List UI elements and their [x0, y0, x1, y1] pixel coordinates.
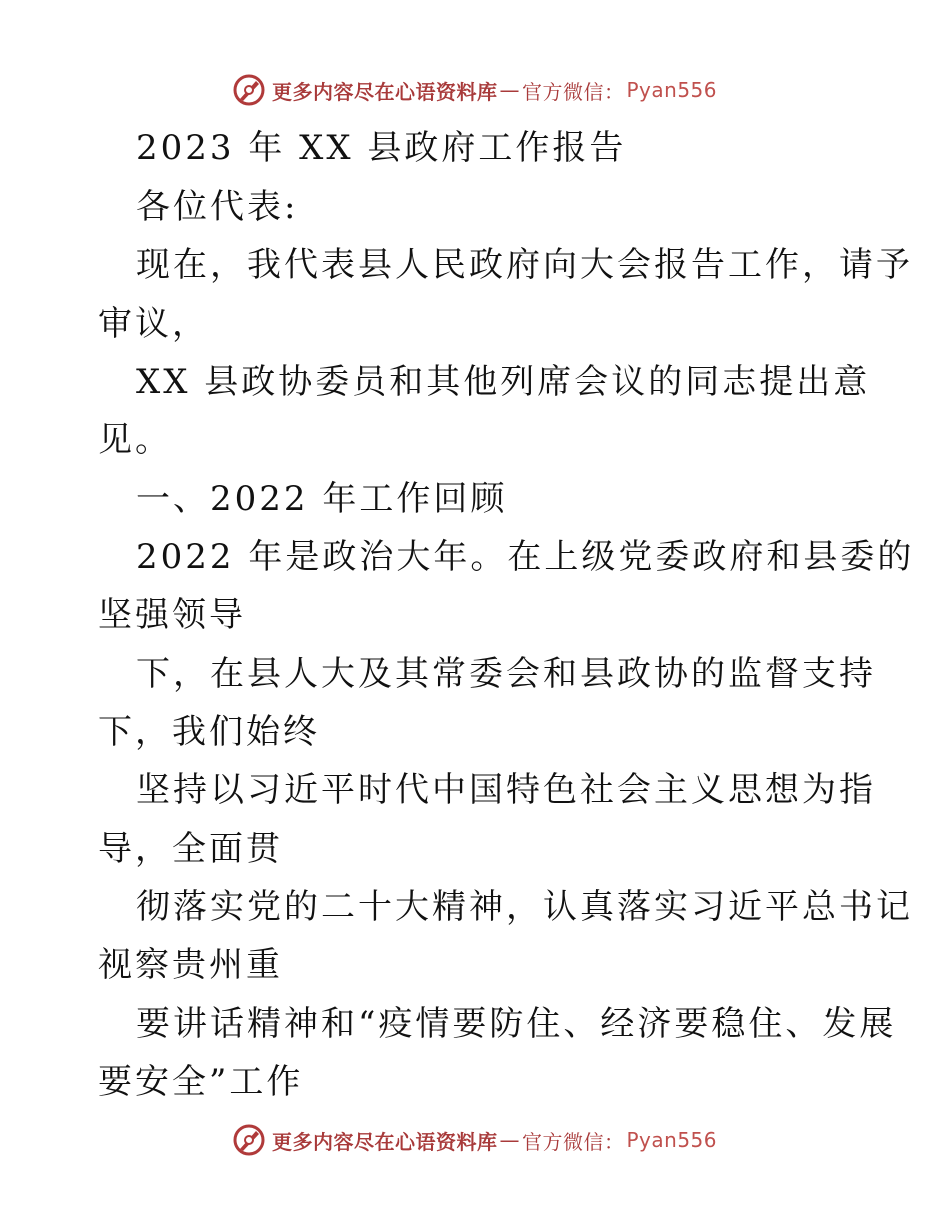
- paragraph-line: 坚持以习近平时代中国特色社会主义思想为指: [136, 770, 876, 810]
- salutation: 各位代表:: [136, 187, 299, 227]
- paragraph-line: 下，在县人大及其常委会和县政协的监督支持: [136, 654, 876, 694]
- document-title: 2023 年 XX 县政府工作报告: [136, 128, 627, 168]
- watermark-separator: —: [499, 78, 520, 102]
- paragraph-line: 要讲话精神和“疫情要防住、经济要稳住、发展: [136, 1004, 897, 1044]
- paragraph-line: 见。: [98, 420, 172, 460]
- paragraph-line: XX 县政协委员和其他列席会议的同志提出意: [136, 362, 871, 402]
- paragraph-line: 审议，: [98, 304, 209, 344]
- paragraph-line: 下，我们始终: [98, 712, 320, 752]
- paragraph-line: 坚强领导: [98, 595, 246, 635]
- watermark-contact-label: 官方微信：: [522, 79, 625, 104]
- watermark-contact-id: Pyan556: [626, 78, 718, 102]
- watermark-separator: —: [499, 1128, 520, 1152]
- watermark-contact-id: Pyan556: [626, 1128, 718, 1152]
- paragraph-line: 视察贵州重: [98, 945, 283, 985]
- watermark-main-text: 更多内容尽在心语资料库: [272, 1129, 498, 1154]
- paragraph-line: 导，全面贯: [98, 829, 283, 869]
- watermark-main-text: 更多内容尽在心语资料库: [272, 79, 498, 104]
- paragraph-line: 2022 年是政治大年。在上级党委政府和县委的: [136, 537, 915, 577]
- section-heading: 一、2022 年工作回顾: [136, 479, 508, 519]
- footer-watermark: [232, 1122, 717, 1158]
- paragraph-line: 要安全”工作: [98, 1062, 304, 1102]
- paragraph-line: 彻落实党的二十大精神，认真落实习近平总书记: [136, 887, 913, 927]
- watermark-contact-label: 官方微信：: [522, 1129, 625, 1154]
- brush-circle-logo-icon: [232, 1123, 266, 1157]
- paragraph-line: 现在，我代表县人民政府向大会报告工作，请予: [136, 245, 913, 285]
